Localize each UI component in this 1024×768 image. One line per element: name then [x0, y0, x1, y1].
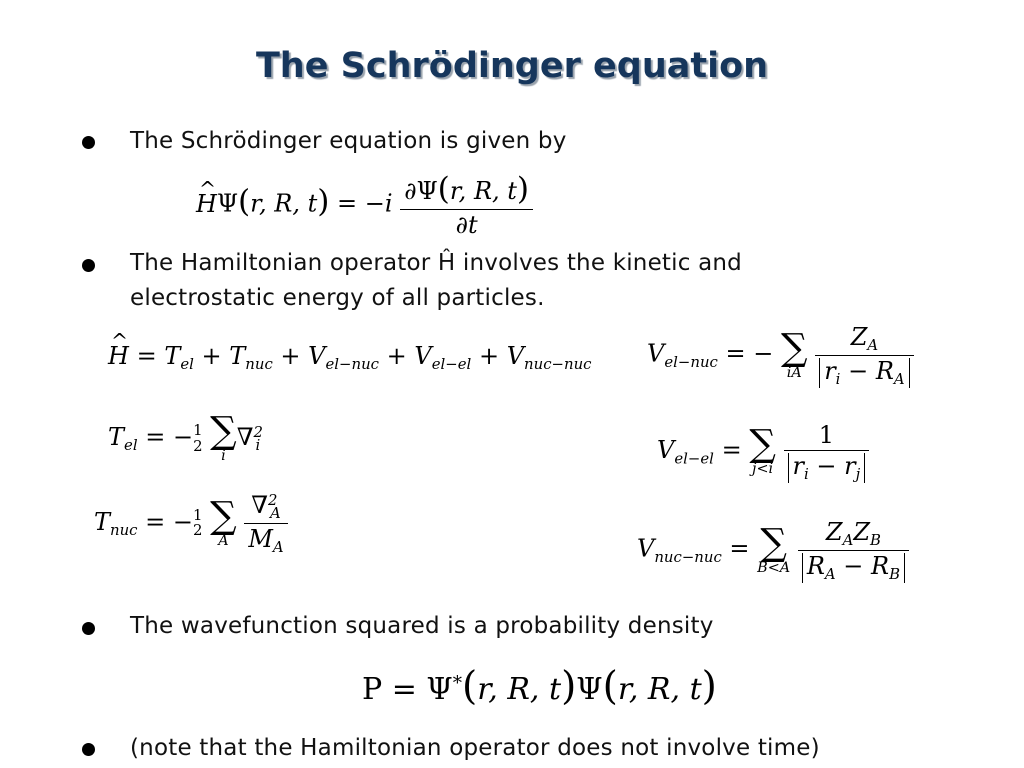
- bullet-text-4: (note that the Hamiltonian operator does not involve time): [130, 735, 820, 761]
- kinetic-electron-equation: $T_{el}$ = − 1 2 ∑ i ∇$^2_i$: [108, 408, 263, 465]
- electron-nuclear-potential: $V_{el-nuc}$ = − ∑ iA $\frac{Z_A}{r_i - R_A}$: [647, 322, 914, 388]
- bullet-text-3: The wavefunction squared is a probability density: [130, 613, 714, 639]
- schrodinger-equation: ^ HΨ(r, R, t) = −i $\frac{\partial\Psi(r, R, t)}{\partial t}$: [196, 170, 533, 240]
- probability-density-equation: P = Ψ*(r, R, t)Ψ(r, R, t): [362, 664, 717, 709]
- hamiltonian-equation: ^ $H = T_{el} + T_{nuc} + V_{el-nuc} + V_{el-el} + V_{nuc-nuc}$: [108, 342, 592, 373]
- bullet-dot: [82, 622, 95, 635]
- bullet-dot: [82, 259, 95, 272]
- electron-electron-potential: $V_{el-el}$ = ∑ j<i $\frac{1}{r_i - r_j}$: [657, 420, 869, 483]
- bullet-dot: [82, 743, 95, 756]
- nuclear-nuclear-potential: $V_{nuc-nuc}$ = ∑ B<A $\frac{Z_AZ_B}{R_A - R_B}$: [637, 517, 909, 583]
- bullet-text-1: The Schrödinger equation is given by: [130, 128, 567, 154]
- slide-title: The Schrödinger equation: [255, 46, 769, 86]
- bullet-dot: [82, 136, 95, 149]
- bullet-text-2-cont: electrostatic energy of all particles.: [130, 285, 545, 311]
- kinetic-nuclear-equation: $T_{nuc}$ = − 1 2 ∑ A $\frac{\nabla^2_A}{M_A}$: [94, 490, 288, 557]
- bullet-text-2: The Hamiltonian operator Ĥ involves the kinetic and: [130, 250, 742, 276]
